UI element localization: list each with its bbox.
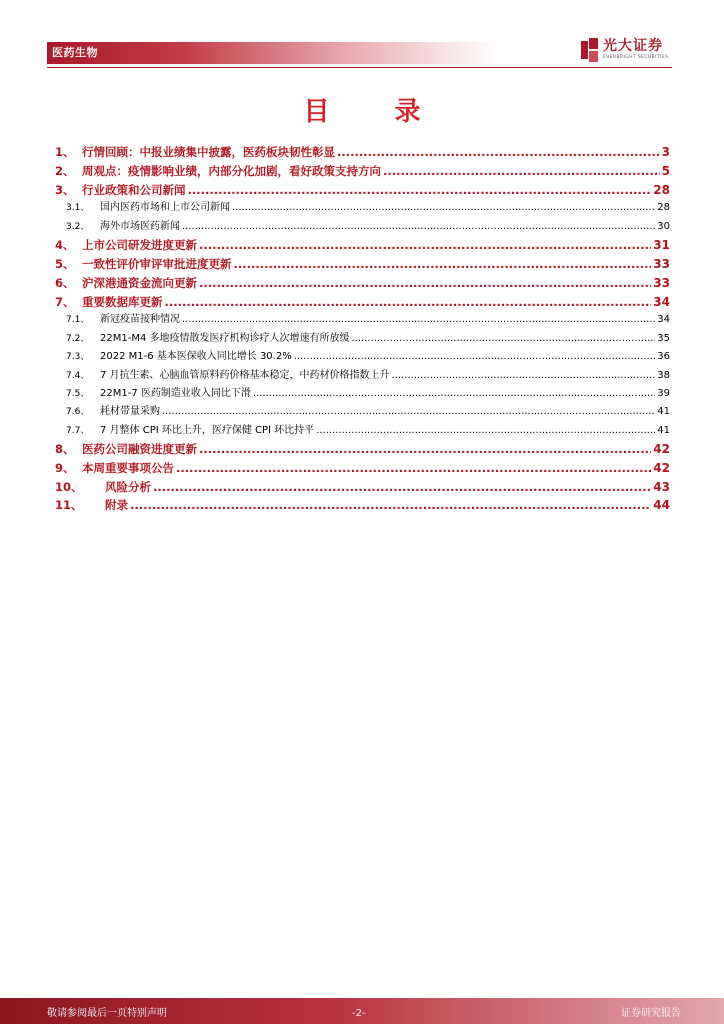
toc-entry-number: 7.5、 <box>66 388 90 399</box>
toc-page-number: 30 <box>657 220 670 232</box>
toc-entry-number: 1、 <box>55 145 75 159</box>
toc-entry-title: 沪深港通资金流向更新 <box>82 275 197 290</box>
toc-dot-leader <box>182 218 655 236</box>
toc-entry[interactable] <box>55 440 670 459</box>
toc-page-number: 31 <box>653 238 670 253</box>
toc-dot-leader <box>316 422 655 440</box>
toc-page-number: 39 <box>657 387 670 399</box>
footer-report-type: 证券研究报告 <box>621 1008 681 1019</box>
toc-entry-title: 耗材带量采购 <box>100 406 160 418</box>
toc-entry-number: 6、 <box>55 275 75 290</box>
toc-page-number: 38 <box>657 369 670 381</box>
toc-subentry[interactable] <box>55 403 670 421</box>
toc-entry-number: 7.3、 <box>66 352 90 363</box>
table-of-contents <box>55 143 670 515</box>
toc-subentry[interactable] <box>55 348 670 366</box>
toc-entry-number: 2、 <box>55 163 75 178</box>
toc-entry[interactable] <box>55 293 670 312</box>
toc-entry-number: 7.7、 <box>66 425 90 436</box>
toc-subentry[interactable] <box>55 311 670 329</box>
toc-dot-leader <box>352 330 656 348</box>
toc-dot-leader <box>182 311 655 329</box>
toc-page-number: 36 <box>657 351 670 363</box>
toc-entry[interactable] <box>55 162 670 181</box>
toc-entry-title: 22M1-7 医药制造业收入同比下滑 <box>100 387 251 399</box>
toc-entry[interactable] <box>55 181 670 200</box>
toc-entry-title: 风险分析 <box>105 479 151 494</box>
toc-subentry[interactable] <box>55 199 670 217</box>
toc-dot-leader <box>294 348 656 366</box>
toc-page-number: 42 <box>653 460 670 475</box>
toc-entry-title: 22M1-M4 多地疫情散发医疗机构诊疗人次增速有所放缓 <box>100 332 350 344</box>
toc-dot-leader <box>253 385 655 403</box>
toc-entry-number: 7.1、 <box>66 315 90 326</box>
page-title: 目 录 <box>303 97 449 127</box>
toc-page-number: 33 <box>653 275 670 290</box>
toc-dot-leader <box>392 367 656 385</box>
toc-subentry[interactable] <box>55 422 670 440</box>
toc-dot-leader <box>199 236 651 255</box>
toc-entry-number: 7.2、 <box>66 333 90 344</box>
header-divider <box>47 67 672 68</box>
toc-page-number: 44 <box>653 498 670 513</box>
toc-page-number: 43 <box>653 479 670 494</box>
toc-subentry[interactable] <box>55 367 670 385</box>
toc-dot-leader <box>176 459 651 478</box>
toc-dot-leader <box>162 403 655 421</box>
toc-dot-leader <box>337 143 660 162</box>
toc-dot-leader <box>199 440 651 459</box>
toc-entry-number: 9、 <box>55 460 75 475</box>
toc-entry[interactable] <box>55 236 670 255</box>
toc-entry-title: 新冠疫苗接种情况 <box>100 314 180 326</box>
toc-page-number: 42 <box>653 442 670 457</box>
toc-entry-title: 本周重要事项公告 <box>82 460 174 475</box>
toc-entry-title: 7 月抗生素、心脑血管原料药价格基本稳定，中药材价格指数上升 <box>100 369 390 381</box>
toc-entry-number: 10、 <box>55 479 83 494</box>
toc-entry[interactable] <box>55 143 670 162</box>
toc-page-number: 28 <box>657 202 670 214</box>
toc-page-number: 33 <box>653 256 670 271</box>
toc-entry-title: 国内医药市场和上市公司新闻 <box>100 202 230 214</box>
toc-entry-number: 5、 <box>55 256 75 271</box>
toc-page-number: 5 <box>661 163 670 178</box>
toc-entry[interactable] <box>55 496 670 515</box>
toc-dot-leader <box>232 199 655 217</box>
brand-name: 光大证券 <box>603 38 663 54</box>
toc-entry-number: 7.4、 <box>66 370 90 381</box>
toc-page-number: 41 <box>657 406 670 418</box>
toc-page-number: 28 <box>653 182 670 197</box>
toc-entry-number: 7.6、 <box>66 407 90 418</box>
brand-logo-icon <box>581 38 599 62</box>
toc-subentry[interactable] <box>55 385 670 403</box>
toc-dot-leader <box>234 255 652 274</box>
toc-entry-number: 3.2、 <box>66 221 90 232</box>
toc-entry-title: 一致性评价审评审批进度更新 <box>82 256 232 271</box>
report-section-label: 医药生物 <box>52 46 98 59</box>
toc-dot-leader <box>188 181 652 200</box>
toc-dot-leader <box>199 274 651 293</box>
toc-page-number: 41 <box>657 424 670 436</box>
page-number: -2- <box>352 1008 366 1019</box>
toc-entry-number: 3、 <box>55 182 75 197</box>
toc-dot-leader <box>383 162 660 181</box>
toc-entry-title: 行业政策和公司新闻 <box>82 182 186 197</box>
toc-entry-number: 4、 <box>55 238 75 253</box>
footer-disclaimer: 敬请参阅最后一页特别声明 <box>47 1008 167 1019</box>
toc-page-number: 3 <box>661 145 670 159</box>
brand-logo <box>581 36 691 66</box>
toc-page-number: 35 <box>657 332 670 344</box>
toc-entry-title: 上市公司研发进度更新 <box>82 238 197 253</box>
toc-page-number: 34 <box>653 294 670 309</box>
header-banner <box>47 42 497 64</box>
toc-page-number: 34 <box>657 314 670 326</box>
toc-entry-title: 行情回顾：中报业绩集中披露，医药板块韧性彰显 <box>82 145 335 159</box>
toc-entry[interactable] <box>55 255 670 274</box>
toc-entry-number: 11、 <box>55 498 83 513</box>
toc-dot-leader <box>130 496 651 515</box>
toc-entry[interactable] <box>55 459 670 478</box>
toc-entry-number: 7、 <box>55 294 75 309</box>
toc-entry-number: 8、 <box>55 442 75 457</box>
toc-entry-title: 7 月整体 CPI 环比上升，医疗保健 CPI 环比持平 <box>100 424 315 436</box>
toc-entry-number: 3.1、 <box>66 203 90 214</box>
toc-entry-title: 重要数据库更新 <box>82 294 163 309</box>
toc-entry[interactable] <box>55 274 670 293</box>
toc-entry[interactable] <box>55 478 670 497</box>
brand-subtitle: EVERBRIGHT SECURITIES <box>603 55 669 60</box>
toc-entry-title: 附录 <box>105 498 128 513</box>
toc-entry-title: 海外市场医药新闻 <box>100 220 180 232</box>
toc-subentry[interactable] <box>55 330 670 348</box>
toc-subentry[interactable] <box>55 218 670 236</box>
toc-dot-leader <box>165 293 652 312</box>
toc-dot-leader <box>153 478 651 497</box>
toc-entry-title: 2022 M1-6 基本医保收入同比增长 30.2% <box>100 351 292 363</box>
toc-entry-title: 医药公司融资进度更新 <box>82 442 197 457</box>
toc-entry-title: 周观点：疫情影响业绩，内部分化加剧，看好政策支持方向 <box>82 163 381 178</box>
